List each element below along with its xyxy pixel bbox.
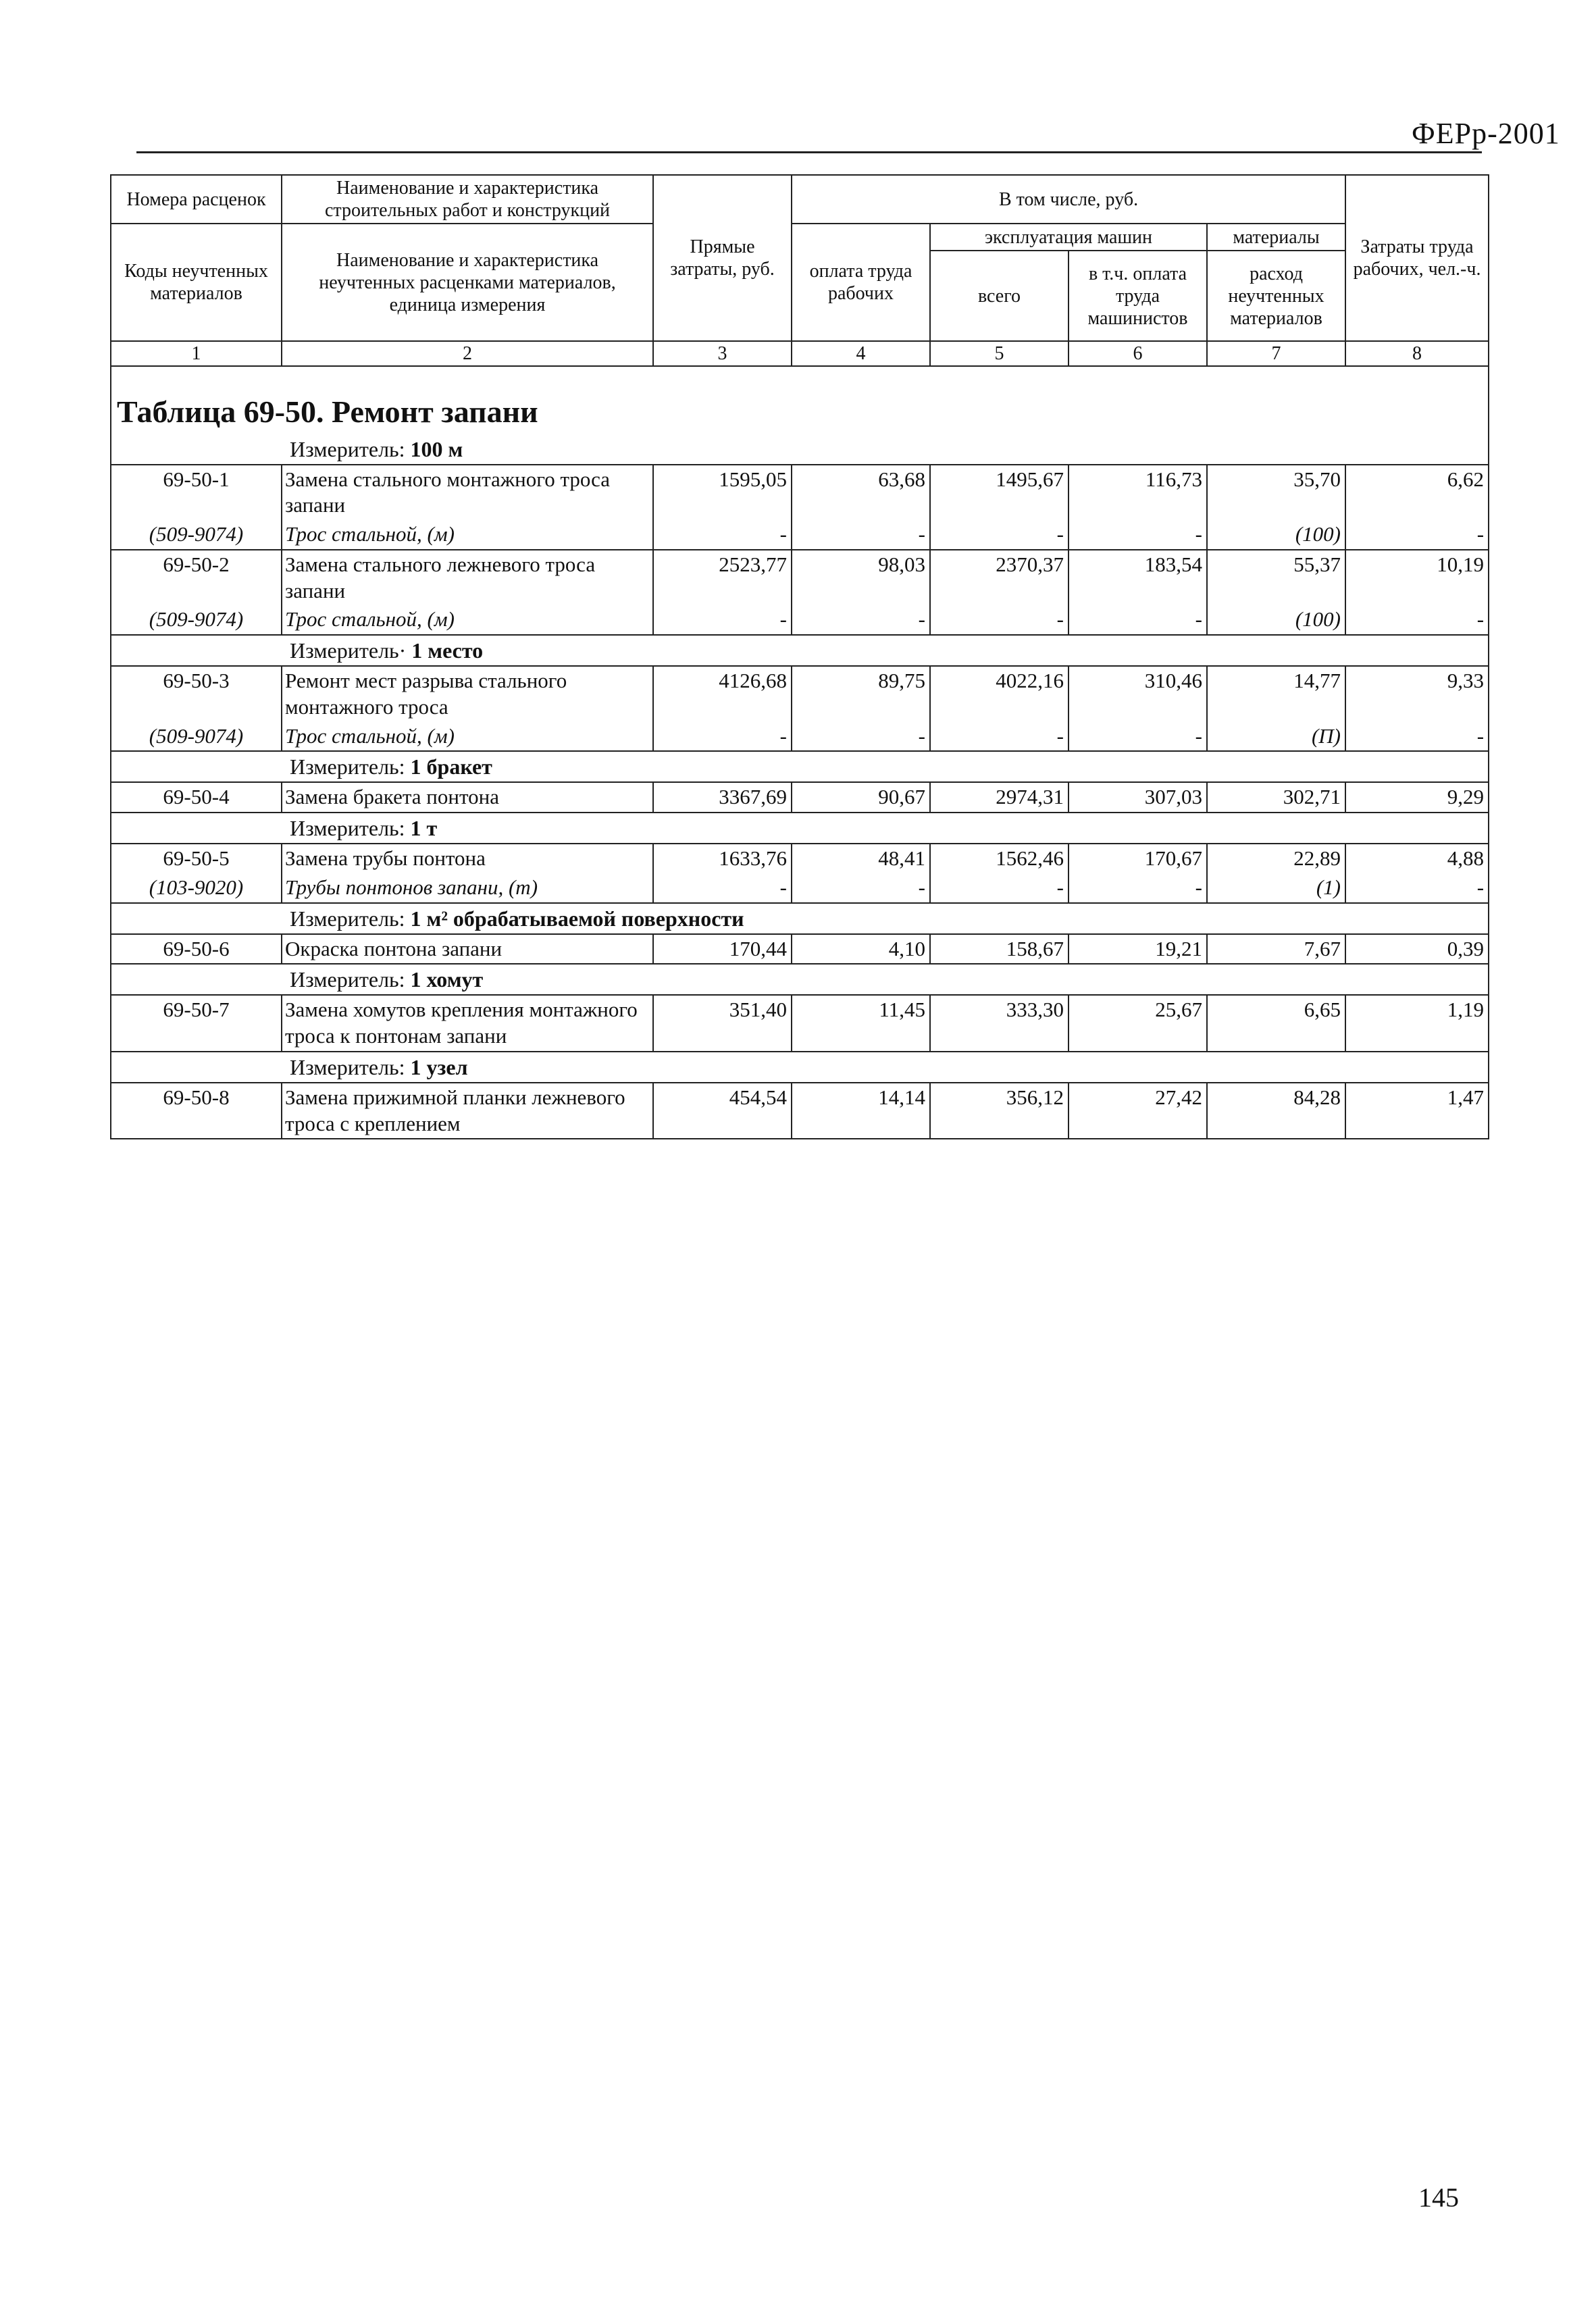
material-row (111, 873, 1489, 903)
column-number: 2 (282, 341, 653, 366)
machines-header: эксплуатация машин (930, 224, 1207, 251)
material-value-cell: - (930, 520, 1069, 550)
col3-header: Прямые затраты, руб. (653, 175, 792, 341)
col1-header-bottom: Коды неучтенных материалов (111, 224, 282, 341)
value-cell: 25,67 (1069, 995, 1207, 1052)
material-value-cell: - (653, 873, 792, 903)
measure-row (111, 434, 1489, 465)
measure-row (111, 635, 1489, 666)
measure-value: 1 бракет (410, 754, 492, 779)
value-cell: 0,39 (1345, 934, 1489, 965)
col8-header: Затраты труда рабочих, чел.-ч. (1345, 175, 1489, 341)
value-cell: 48,41 (792, 844, 930, 873)
value-cell: 55,37 (1207, 550, 1345, 606)
value-cell: 7,67 (1207, 934, 1345, 965)
rate-code: 69-50-5 (111, 844, 282, 873)
column-number: 5 (930, 341, 1069, 366)
col7-header: расход неучтенных материалов (1207, 251, 1345, 341)
measure-value: 1 хомут (410, 967, 484, 992)
work-name: Замена бракета понтона (282, 782, 653, 813)
value-cell: 307,03 (1069, 782, 1207, 813)
material-value-cell: - (1069, 520, 1207, 550)
measure-row (111, 964, 1489, 995)
value-cell: 158,67 (930, 934, 1069, 965)
col4-header: оплата труда рабочих (792, 224, 930, 341)
material-name: Трубы понтонов запани, (т) (282, 873, 653, 903)
value-cell: 9,29 (1345, 782, 1489, 813)
material-value-cell: - (1345, 873, 1489, 903)
col1-header-top: Номера расценок (111, 175, 282, 224)
measure-row (111, 813, 1489, 844)
material-value-cell: - (653, 722, 792, 752)
value-cell: 183,54 (1069, 550, 1207, 606)
col6-header: в т.ч. оплата труда машинистов (1069, 251, 1207, 341)
value-cell: 1495,67 (930, 465, 1069, 521)
material-code: (509-9074) (111, 722, 282, 752)
value-cell: 1562,46 (930, 844, 1069, 873)
value-cell: 351,40 (653, 995, 792, 1052)
value-cell: 63,68 (792, 465, 930, 521)
value-cell: 310,46 (1069, 666, 1207, 722)
material-value-cell: - (792, 722, 930, 752)
measure-row (111, 903, 1489, 934)
work-name: Окраска понтона запани (282, 934, 653, 965)
column-number: 7 (1207, 341, 1345, 366)
in-total-header: В том числе, руб. (792, 175, 1345, 224)
rate-code: 69-50-7 (111, 995, 282, 1052)
value-cell: 4022,16 (930, 666, 1069, 722)
measure-value: 1 т (410, 816, 438, 841)
value-cell: 356,12 (930, 1083, 1069, 1139)
table-body (111, 366, 1489, 1139)
value-cell: 4126,68 (653, 666, 792, 722)
value-cell: 302,71 (1207, 782, 1345, 813)
table-row (111, 844, 1489, 873)
work-name: Замена трубы понтона (282, 844, 653, 873)
material-value-cell: - (792, 873, 930, 903)
value-cell: 10,19 (1345, 550, 1489, 606)
material-value-cell: - (1345, 520, 1489, 550)
materials-header: материалы (1207, 224, 1345, 251)
value-cell: 14,14 (792, 1083, 930, 1139)
rate-code: 69-50-3 (111, 666, 282, 722)
value-cell: 1,19 (1345, 995, 1489, 1052)
work-name: Замена стального лежневого троса запани (282, 550, 653, 606)
page-number: 145 (1418, 2182, 1459, 2213)
material-row (111, 605, 1489, 635)
measure-value: 1 место (411, 638, 484, 663)
col2-header-bottom: Наименование и характеристика неучтенных расценками материалов, единица измерения (282, 224, 653, 341)
material-value-cell: - (930, 722, 1069, 752)
column-number: 8 (1345, 341, 1489, 366)
table-row (111, 995, 1489, 1052)
value-cell: 98,03 (792, 550, 930, 606)
value-cell: 14,77 (1207, 666, 1345, 722)
value-cell: 6,62 (1345, 465, 1489, 521)
material-row (111, 722, 1489, 752)
material-name: Трос стальной, (м) (282, 520, 653, 550)
measure-label: Измеритель: (290, 816, 411, 841)
measure-label: Измеритель: (290, 436, 411, 461)
value-cell: 27,42 (1069, 1083, 1207, 1139)
table-title: Таблица 69-50. Ремонт запани (117, 394, 538, 430)
value-cell: 170,67 (1069, 844, 1207, 873)
rate-code: 69-50-2 (111, 550, 282, 606)
rate-code: 69-50-1 (111, 465, 282, 521)
value-cell: 454,54 (653, 1083, 792, 1139)
rates-table (110, 174, 1489, 1139)
material-code: (509-9074) (111, 520, 282, 550)
material-value-cell: - (1069, 722, 1207, 752)
material-value-cell: - (653, 520, 792, 550)
table-row (111, 666, 1489, 722)
value-cell: 116,73 (1069, 465, 1207, 521)
material-value-cell: - (1345, 722, 1489, 752)
value-cell: 1595,05 (653, 465, 792, 521)
material-row (111, 520, 1489, 550)
col5-header: всего (930, 251, 1069, 341)
material-value-cell: - (792, 605, 930, 635)
material-value-cell: - (792, 520, 930, 550)
value-cell: 89,75 (792, 666, 930, 722)
work-name: Замена хомутов крепления монтажного троса к понтонам запани (282, 995, 653, 1052)
work-name: Ремонт мест разрыва стального монтажного троса (282, 666, 653, 722)
table-row (111, 934, 1489, 965)
value-cell: 170,44 (653, 934, 792, 965)
column-number: 6 (1069, 341, 1207, 366)
work-name: Замена стального монтажного троса запани (282, 465, 653, 521)
measure-row (111, 751, 1489, 782)
rate-code: 69-50-4 (111, 782, 282, 813)
value-cell: 19,21 (1069, 934, 1207, 965)
work-name: Замена прижимной планки лежневого троса с креплением (282, 1083, 653, 1139)
table-row (111, 1083, 1489, 1139)
value-cell: 84,28 (1207, 1083, 1345, 1139)
material-value-cell: - (653, 605, 792, 635)
material-code: (509-9074) (111, 605, 282, 635)
measure-value: 100 м (410, 436, 463, 461)
measure-label: Измеритель· (290, 638, 412, 663)
material-value-cell: - (1069, 873, 1207, 903)
material-value-cell: - (930, 873, 1069, 903)
measure-label: Измеритель: (290, 754, 411, 779)
measure-label: Измеритель: (290, 906, 411, 931)
value-cell: 3367,69 (653, 782, 792, 813)
table-row (111, 550, 1489, 606)
measure-label: Измеритель: (290, 1054, 411, 1079)
value-cell: 6,65 (1207, 995, 1345, 1052)
header-rule (136, 151, 1482, 153)
material-code: (103-9020) (111, 873, 282, 903)
material-value-cell: - (930, 605, 1069, 635)
value-cell: 11,45 (792, 995, 930, 1052)
material-name: Трос стальной, (м) (282, 605, 653, 635)
material-value-cell: - (1345, 605, 1489, 635)
column-number: 3 (653, 341, 792, 366)
rate-code: 69-50-6 (111, 934, 282, 965)
column-number: 4 (792, 341, 930, 366)
value-cell: 333,30 (930, 995, 1069, 1052)
material-value-cell: (П) (1207, 722, 1345, 752)
value-cell: 1,47 (1345, 1083, 1489, 1139)
value-cell: 2523,77 (653, 550, 792, 606)
value-cell: 2370,37 (930, 550, 1069, 606)
table-row (111, 782, 1489, 813)
measure-label: Измеритель: (290, 967, 411, 992)
table-row (111, 465, 1489, 521)
column-number: 1 (111, 341, 282, 366)
value-cell: 9,33 (1345, 666, 1489, 722)
value-cell: 90,67 (792, 782, 930, 813)
col2-header-top: Наименование и характеристика строительных работ и конструкций (282, 175, 653, 224)
material-value-cell: - (1069, 605, 1207, 635)
measure-row (111, 1052, 1489, 1083)
material-value-cell: (100) (1207, 520, 1345, 550)
measure-value: 1 узел (410, 1054, 468, 1079)
value-cell: 22,89 (1207, 844, 1345, 873)
value-cell: 35,70 (1207, 465, 1345, 521)
material-name: Трос стальной, (м) (282, 722, 653, 752)
value-cell: 2974,31 (930, 782, 1069, 813)
material-value-cell: (1) (1207, 873, 1345, 903)
measure-value: 1 м² обрабатываемой поверхности (410, 906, 744, 931)
value-cell: 4,88 (1345, 844, 1489, 873)
value-cell: 1633,76 (653, 844, 792, 873)
rate-code: 69-50-8 (111, 1083, 282, 1139)
value-cell: 4,10 (792, 934, 930, 965)
material-value-cell: (100) (1207, 605, 1345, 635)
document-code: ФЕРр-2001 (1412, 117, 1560, 150)
